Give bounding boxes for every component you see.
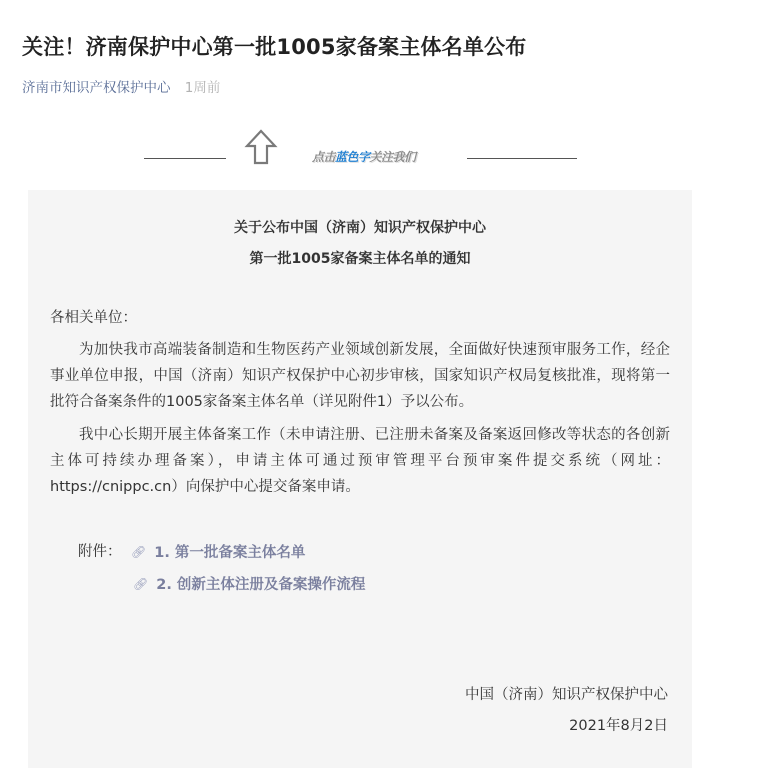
attachment-label-2: 2. 创新主体注册及备案操作流程 <box>156 577 366 593</box>
account-name-link[interactable]: 济南市知识产权保护中心 <box>22 80 171 96</box>
attachment-link-1[interactable] <box>131 542 305 563</box>
attachment-link-2[interactable] <box>133 574 365 595</box>
notice-heading-line1: 关于公布中国（济南）知识产权保护中心 <box>234 220 486 236</box>
follow-hint-prefix: 点击 <box>312 150 336 164</box>
attachments-label: 附件： <box>78 544 122 560</box>
article-title: 关注！济南保护中心第一批1005家备案主体名单公布 <box>22 35 527 59</box>
signature-date: 2021年8月2日 <box>569 718 668 734</box>
notice-paragraph-1: 为加快我市高端装备制造和生物医药产业领域创新发展，全面做好快速预审服务工作，经企事业单位申报，中国（济南）知识产权保护中心初步审核，国家知识产权局复核批准，现将第一批符合备案条件的1005家备案主体名单（详见附件1）予以公布。 <box>50 342 670 410</box>
notice-salutation: 各相关单位： <box>50 310 137 326</box>
link-icon: 🔗︎ <box>131 545 147 559</box>
banner-divider-left <box>144 158 226 159</box>
attachment-label-1: 1. 第一批备案主体名单 <box>154 545 306 561</box>
banner-divider-right <box>467 158 577 159</box>
up-arrow-icon <box>243 128 279 166</box>
publish-time: 1周前 <box>184 80 221 96</box>
link-icon: 🔗︎ <box>133 577 149 591</box>
signature-organization: 中国（济南）知识产权保护中心 <box>465 687 668 703</box>
follow-hint-suffix: 关注我们 <box>369 150 416 164</box>
notice-card <box>28 190 692 768</box>
follow-hint-highlight: 蓝色字 <box>335 150 370 164</box>
article-meta <box>22 78 220 98</box>
notice-paragraph-2: 我中心长期开展主体备案工作（未申请注册、已注册未备案及备案返回修改等状态的各创新主体可持续办理备案），申请主体可通过预审管理平台预审案件提交系统（网址：https://cnippc.cn）向保护中心提交备案申请。 <box>50 427 670 495</box>
follow-hint[interactable] <box>312 148 416 165</box>
follow-banner <box>0 126 758 174</box>
notice-heading-line2: 第一批1005家备案主体名单的通知 <box>249 251 471 267</box>
